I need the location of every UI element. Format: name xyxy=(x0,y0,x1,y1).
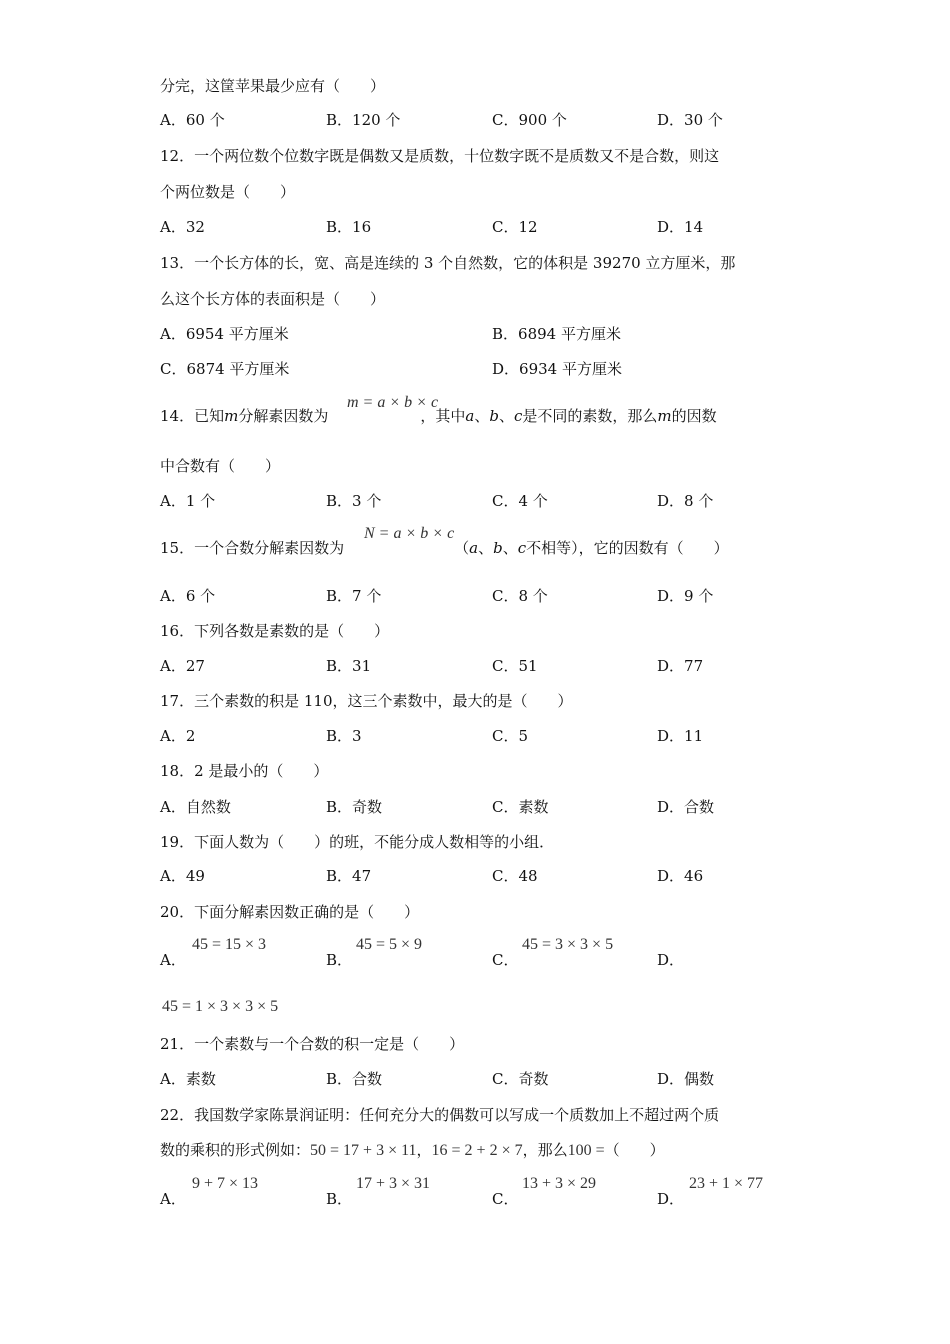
q12-option-b[interactable]: B．16 xyxy=(326,218,372,236)
q14-after-m: 分解素因数为 xyxy=(238,407,329,425)
q14-option-d[interactable]: D．8 个 xyxy=(657,492,714,510)
q22-stem-line2 xyxy=(160,1140,665,1161)
q18-option-d[interactable]: D．合数 xyxy=(657,798,715,816)
q20-stem: 20．下面分解素因数正确的是（ ） xyxy=(160,903,420,921)
q22-eq3: 100 = xyxy=(567,1142,605,1159)
q14-sep1: 、 xyxy=(474,407,490,425)
q14-var-m2: m xyxy=(657,407,672,425)
q19-option-b[interactable]: B．47 xyxy=(326,867,372,885)
q15-option-b[interactable]: B．7 个 xyxy=(326,587,382,605)
q14-option-b[interactable]: B．3 个 xyxy=(326,492,382,510)
q14-option-c[interactable]: C．4 个 xyxy=(492,492,548,510)
q13-stem-line2: 么这个长方体的表面积是（ ） xyxy=(160,290,386,308)
q14-sep2: 、 xyxy=(498,407,514,425)
q16-option-a[interactable]: A．27 xyxy=(160,657,205,675)
q14-var-b: b xyxy=(489,407,499,425)
q13-option-b[interactable]: B．6894 平方厘米 xyxy=(492,325,621,343)
q22-formula-d: 23 + 1 × 77 xyxy=(689,1175,764,1192)
q17-option-c[interactable]: C．5 xyxy=(492,727,529,745)
q13-option-c[interactable]: C．6874 平方厘米 xyxy=(160,360,290,378)
q21-stem: 21．一个素数与一个合数的积一定是（ ） xyxy=(160,1035,465,1053)
q22-option-c[interactable]: C． xyxy=(492,1190,519,1208)
q14-suffix-c: 的因数 xyxy=(671,407,717,425)
q22-line2-c: （ ） xyxy=(604,1141,665,1159)
q15-var-c: c xyxy=(517,539,527,557)
q11-option-b[interactable]: B．120 个 xyxy=(326,111,401,129)
q22-option-d[interactable]: D． xyxy=(657,1190,685,1208)
q15-paren-text: 不相等），它的因数有（ ） xyxy=(526,539,729,557)
q19-stem: 19．下面人数为（ ）的班，不能分成人数相等的小组． xyxy=(160,833,555,851)
q20-formula-c: 45 = 3 × 3 × 5 xyxy=(522,936,614,953)
q19-option-d[interactable]: D．46 xyxy=(657,867,704,885)
q17-option-a[interactable]: A．2 xyxy=(160,727,196,745)
q12-option-a[interactable]: A．32 xyxy=(160,218,205,236)
q15-sep2: 、 xyxy=(502,539,518,557)
q22-line2-b: ，那么 xyxy=(522,1141,568,1159)
q22-comma: ， xyxy=(416,1141,432,1159)
q17-option-d[interactable]: D．11 xyxy=(657,727,704,745)
q14-formula: m = a × b × c xyxy=(347,394,439,411)
q14-stem-line1 xyxy=(160,406,717,426)
q15-option-d[interactable]: D．9 个 xyxy=(657,587,714,605)
q15-option-c[interactable]: C．8 个 xyxy=(492,587,548,605)
q12-option-c[interactable]: C．12 xyxy=(492,218,538,236)
q16-option-d[interactable]: D．77 xyxy=(657,657,704,675)
q18-stem: 18．2 是最小的（ ） xyxy=(160,762,329,780)
q21-option-a[interactable]: A．素数 xyxy=(160,1070,216,1088)
q14-suffix-a: ，其中 xyxy=(420,407,466,425)
q13-stem-line1: 13．一个长方体的长，宽、高是连续的 3 个自然数，它的体积是 39270 立方厘米，那 xyxy=(160,254,736,272)
q16-stem: 16．下列各数是素数的是（ ） xyxy=(160,622,390,640)
q22-line2-a: 数的乘积的形式例如： xyxy=(160,1141,311,1159)
q15-var-b: b xyxy=(493,539,503,557)
q22-option-b[interactable]: B． xyxy=(326,1190,353,1208)
q20-option-b[interactable]: B． xyxy=(326,951,353,969)
q15-option-a[interactable]: A．6 个 xyxy=(160,587,216,605)
q22-eq2: 16 = 2 + 2 × 7 xyxy=(431,1142,523,1159)
q21-option-d[interactable]: D．偶数 xyxy=(657,1070,715,1088)
q19-option-a[interactable]: A．49 xyxy=(160,867,205,885)
q16-option-c[interactable]: C．51 xyxy=(492,657,538,675)
q15-sep1: 、 xyxy=(478,539,494,557)
q17-stem: 17．三个素数的积是 110，这三个素数中，最大的是（ ） xyxy=(160,692,573,710)
q21-option-c[interactable]: C．奇数 xyxy=(492,1070,549,1088)
q22-stem-line1: 22．我国数学家陈景润证明：任何充分大的偶数可以写成一个质数加上不超过两个质 xyxy=(160,1106,720,1124)
q13-option-a[interactable]: A．6954 平方厘米 xyxy=(160,325,289,343)
q20-formula-b: 45 = 5 × 9 xyxy=(356,936,423,953)
q22-eq1: 50 = 17 + 3 × 11 xyxy=(310,1142,417,1159)
q11-option-c[interactable]: C．900 个 xyxy=(492,111,567,129)
q22-formula-c: 13 + 3 × 29 xyxy=(522,1175,597,1192)
q14-var-m: m xyxy=(224,407,239,425)
q18-option-b[interactable]: B．奇数 xyxy=(326,798,383,816)
q15-formula: N = a × b × c xyxy=(364,525,455,542)
q13-option-d[interactable]: D．6934 平方厘米 xyxy=(492,360,622,378)
q20-formula-a: 45 = 15 × 3 xyxy=(192,936,267,953)
q18-option-c[interactable]: C．素数 xyxy=(492,798,549,816)
q14-stem-line2: 中合数有（ ） xyxy=(160,457,281,475)
q15-prefix: 15．一个合数分解素因数为 xyxy=(160,539,345,557)
q12-option-d[interactable]: D．14 xyxy=(657,218,704,236)
q22-option-a[interactable]: A． xyxy=(160,1190,186,1208)
q19-option-c[interactable]: C．48 xyxy=(492,867,538,885)
q11-option-d[interactable]: D．30 个 xyxy=(657,111,723,129)
q21-option-b[interactable]: B．合数 xyxy=(326,1070,383,1088)
q22-formula-b: 17 + 3 × 31 xyxy=(356,1175,431,1192)
q11-option-a[interactable]: A．60 个 xyxy=(160,111,225,129)
q12-stem-line2: 个两位数是（ ） xyxy=(160,183,296,201)
q15-paren-open: （ xyxy=(454,539,470,557)
q14-var-a: a xyxy=(465,407,475,425)
q14-var-c: c xyxy=(513,407,523,425)
q16-option-b[interactable]: B．31 xyxy=(326,657,372,675)
q20-option-d[interactable]: D． xyxy=(657,951,685,969)
q17-option-b[interactable]: B．3 xyxy=(326,727,362,745)
q14-option-a[interactable]: A．1 个 xyxy=(160,492,216,510)
q14-prefix: 14．已知 xyxy=(160,407,225,425)
q20-option-a[interactable]: A． xyxy=(160,951,186,969)
q15-var-a: a xyxy=(469,539,479,557)
q20-formula-d: 45 = 1 × 3 × 3 × 5 xyxy=(162,998,279,1015)
q18-option-a[interactable]: A．自然数 xyxy=(160,798,231,816)
q20-option-c[interactable]: C． xyxy=(492,951,519,969)
q14-suffix-b: 是不同的素数，那么 xyxy=(522,407,658,425)
q11-stem: 分完，这筐苹果最少应有（ ） xyxy=(160,77,386,95)
q22-formula-a: 9 + 7 × 13 xyxy=(192,1175,259,1192)
q12-stem-line1: 12．一个两位数个位数字既是偶数又是质数，十位数字既不是质数又不是合数，则这 xyxy=(160,147,720,165)
